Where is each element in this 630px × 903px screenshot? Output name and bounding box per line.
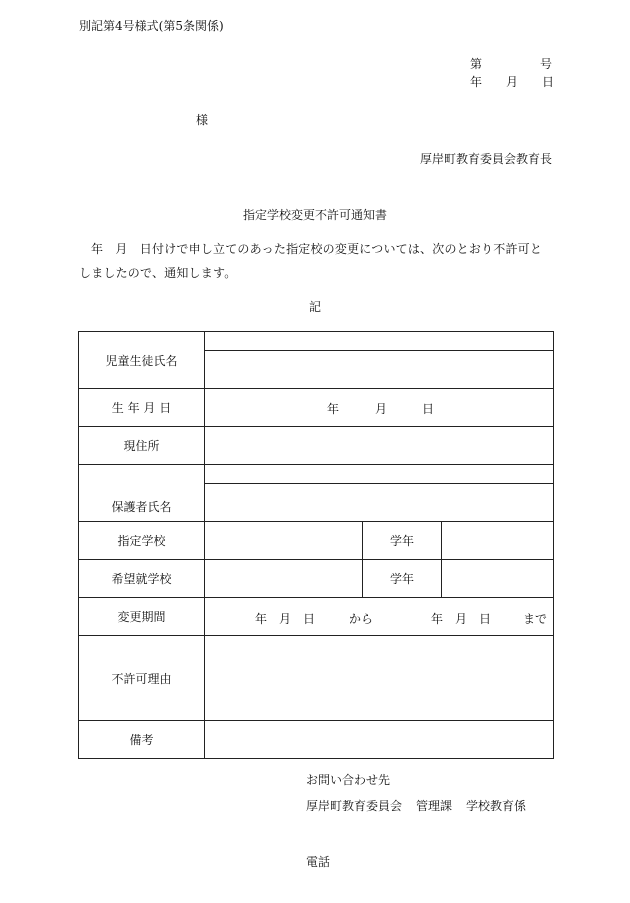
- period-start-year: 年: [255, 612, 268, 626]
- period-start-day: 日: [303, 612, 316, 626]
- contact-heading: お問い合わせ先: [306, 773, 391, 787]
- ki-heading: 記: [308, 300, 321, 314]
- desired-school-field[interactable]: [205, 560, 363, 598]
- guardian-name-field[interactable]: [205, 484, 554, 522]
- student-name-label: 児童生徒氏名: [79, 332, 205, 389]
- contact-organization: [306, 797, 540, 814]
- desired-school-label: 希望就学校: [79, 560, 205, 598]
- student-name-field[interactable]: [205, 351, 554, 389]
- guardian-name-label: 保護者氏名: [79, 465, 205, 522]
- phone-label: 電話: [306, 855, 331, 869]
- issuer-name: 厚岸町教育委員会教育長: [419, 152, 552, 166]
- guardian-name-furigana-field[interactable]: [205, 465, 554, 484]
- issue-date-day: 日: [542, 75, 555, 89]
- desired-grade-label: 学年: [363, 560, 442, 598]
- reason-label: 不許可理由: [79, 636, 205, 721]
- period-end-month: 月: [455, 612, 468, 626]
- number-suffix: 号: [540, 57, 553, 71]
- remarks-label: 備考: [79, 721, 205, 759]
- issue-date-month: 月: [506, 75, 519, 89]
- reason-field[interactable]: [205, 636, 554, 721]
- designated-grade-label: 学年: [363, 522, 442, 560]
- period-end-year: 年: [431, 612, 444, 626]
- designated-school-label: 指定学校: [79, 522, 205, 560]
- birth-month-label: 月: [375, 402, 388, 416]
- student-name-furigana-field[interactable]: [205, 332, 554, 351]
- birth-date-label: 生 年 月 日: [79, 389, 205, 427]
- desired-grade-field[interactable]: [442, 560, 554, 598]
- document-title: 指定学校変更不許可通知書: [242, 208, 387, 222]
- issue-date-year: 年: [470, 75, 483, 89]
- birth-year-label: 年: [327, 402, 340, 416]
- change-period-field[interactable]: [205, 598, 554, 636]
- contact-org-name: 厚岸町教育委員会: [306, 799, 403, 813]
- change-period-label: 変更期間: [79, 598, 205, 636]
- contact-section: 学校教育係: [466, 799, 527, 813]
- period-end-day: 日: [479, 612, 492, 626]
- address-label: 現住所: [79, 427, 205, 465]
- period-start-month: 月: [279, 612, 292, 626]
- contact-dept: 管理課: [416, 799, 453, 813]
- designated-school-field[interactable]: [205, 522, 363, 560]
- form-number-label: 別記第4号様式(第5条関係): [79, 19, 224, 33]
- form-table: [78, 331, 554, 759]
- remarks-field[interactable]: [205, 721, 554, 759]
- address-field[interactable]: [205, 427, 554, 465]
- addressee-suffix: 様: [196, 113, 209, 127]
- designated-grade-field[interactable]: [442, 522, 554, 560]
- birth-day-label: 日: [422, 402, 435, 416]
- period-until-label: まで: [523, 612, 548, 626]
- notice-body: 年 月 日付けで申し立てのあった指定校の変更については、次のとおり不許可としましたので、通知します。: [79, 242, 543, 280]
- birth-date-field[interactable]: [205, 389, 554, 427]
- number-prefix: 第: [470, 57, 483, 71]
- period-from-label: から: [349, 612, 374, 626]
